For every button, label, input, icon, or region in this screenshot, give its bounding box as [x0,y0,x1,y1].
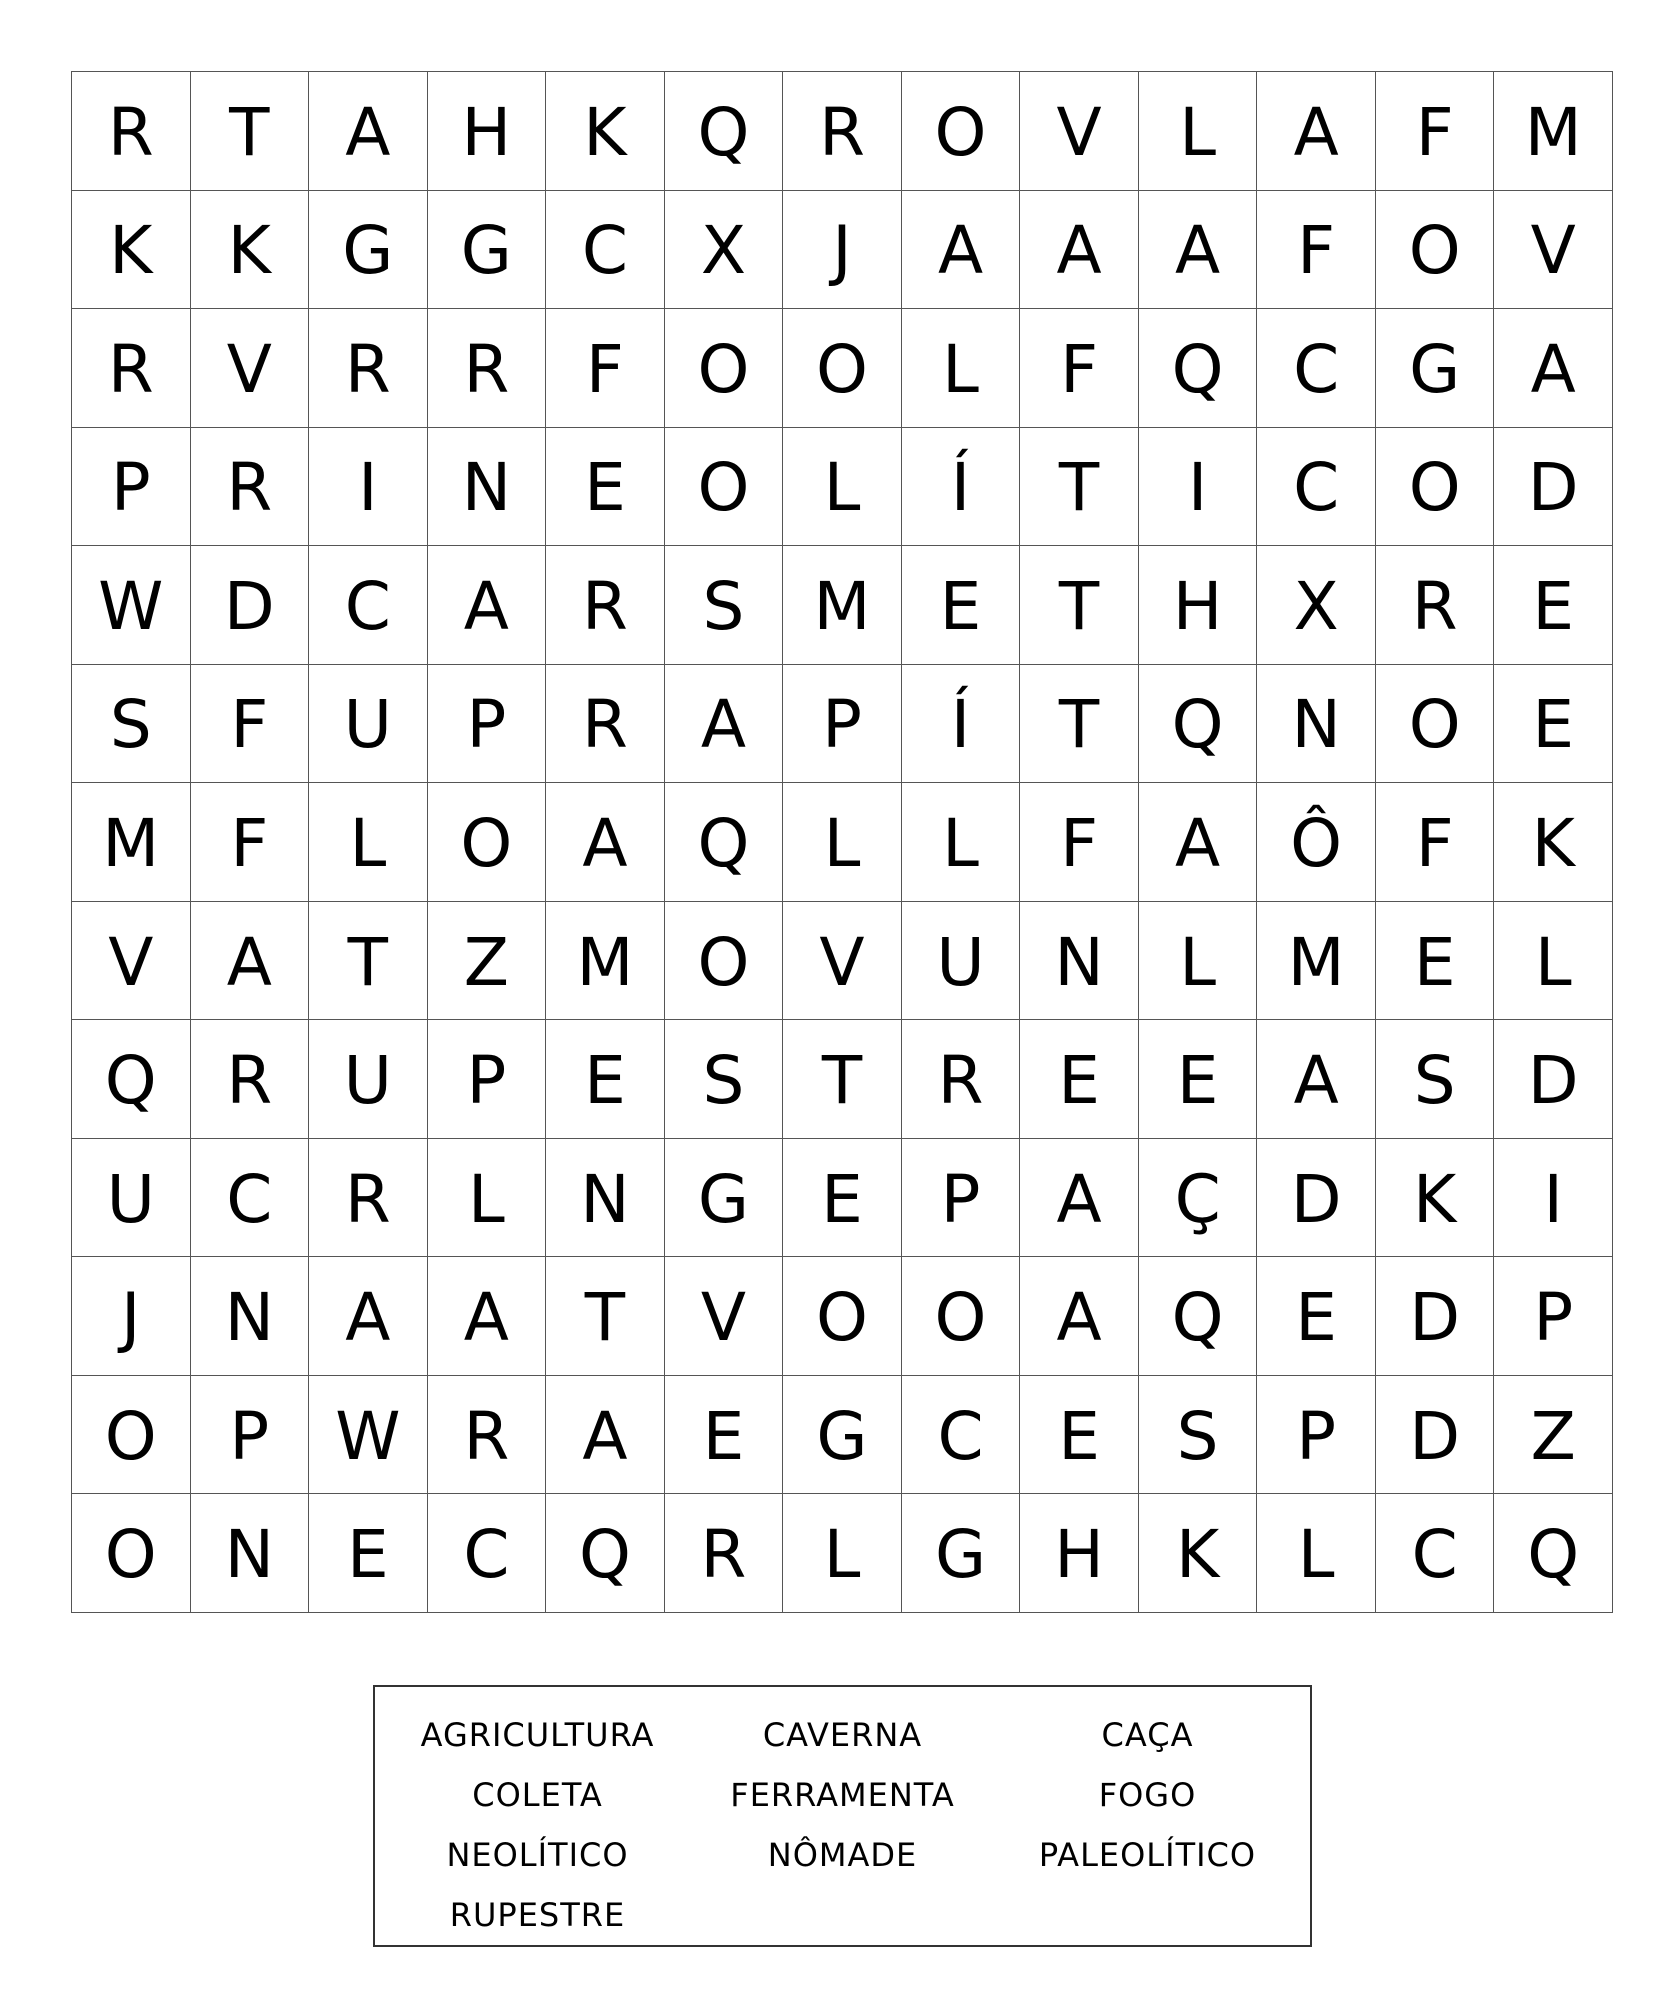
grid-cell[interactable]: E [1020,1020,1139,1139]
grid-cell[interactable]: J [72,1257,191,1376]
grid-cell[interactable]: Q [1139,665,1258,784]
word-bank [373,1685,1312,1947]
grid-cell[interactable]: H [1020,1494,1139,1613]
grid-cell[interactable]: C [191,1139,310,1258]
grid-cell[interactable]: O [902,1257,1021,1376]
letter-grid [71,71,1613,1613]
grid-cell[interactable]: F [1376,72,1495,191]
grid-cell[interactable]: U [72,1139,191,1258]
grid-cell[interactable]: E [783,1139,902,1258]
grid-cell[interactable]: C [1376,1494,1495,1613]
grid-cell[interactable]: O [1376,191,1495,310]
word-bank-item: FOGO [1098,1776,1197,1814]
grid-cell[interactable]: F [191,783,310,902]
grid-cell[interactable]: Q [1139,309,1258,428]
grid-cell[interactable]: A [1257,1020,1376,1139]
grid-cell[interactable]: N [1020,902,1139,1021]
grid-cell[interactable]: N [428,428,547,547]
grid-cell[interactable]: A [902,191,1021,310]
grid-cell[interactable]: X [1257,546,1376,665]
grid-cell[interactable]: T [309,902,428,1021]
grid-cell[interactable]: X [665,191,784,310]
grid-cell[interactable]: J [783,191,902,310]
grid-cell[interactable]: M [783,546,902,665]
grid-cell[interactable]: E [1020,1376,1139,1495]
grid-cell[interactable]: G [309,191,428,310]
grid-cell[interactable]: P [783,665,902,784]
word-bank-item: NÔMADE [767,1836,918,1874]
grid-cell[interactable]: P [72,428,191,547]
grid-cell[interactable]: R [783,72,902,191]
grid-cell[interactable]: V [191,309,310,428]
grid-cell[interactable]: Q [665,783,784,902]
grid-cell[interactable]: R [428,1376,547,1495]
grid-cell[interactable]: P [1257,1376,1376,1495]
grid-cell[interactable]: O [783,1257,902,1376]
grid-cell[interactable]: T [1020,665,1139,784]
grid-cell[interactable]: A [1020,1257,1139,1376]
grid-cell[interactable]: R [309,1139,428,1258]
grid-cell[interactable]: L [309,783,428,902]
grid-cell[interactable]: L [783,783,902,902]
grid-cell[interactable]: Q [546,1494,665,1613]
grid-cell[interactable]: L [902,783,1021,902]
grid-cell[interactable]: K [72,191,191,310]
grid-cell[interactable]: G [783,1376,902,1495]
grid-cell[interactable]: T [546,1257,665,1376]
grid-cell[interactable]: R [902,1020,1021,1139]
grid-cell[interactable]: R [665,1494,784,1613]
grid-cell[interactable]: Q [665,72,784,191]
grid-cell[interactable]: S [1376,1020,1495,1139]
grid-cell[interactable]: W [309,1376,428,1495]
grid-cell[interactable]: S [665,546,784,665]
word-bank-item: COLETA [472,1776,603,1814]
grid-cell[interactable]: E [309,1494,428,1613]
grid-cell[interactable]: O [1376,428,1495,547]
grid-cell[interactable]: F [1376,783,1495,902]
grid-cell[interactable]: R [428,309,547,428]
word-bank-item: RUPESTRE [449,1896,626,1934]
grid-cell[interactable]: M [1494,72,1613,191]
grid-cell[interactable]: Q [72,1020,191,1139]
grid-cell[interactable]: Z [1494,1376,1613,1495]
grid-cell[interactable]: C [428,1494,547,1613]
grid-cell[interactable]: K [1376,1139,1495,1258]
grid-cell[interactable]: Ç [1139,1139,1258,1258]
grid-cell[interactable]: D [1257,1139,1376,1258]
grid-cell[interactable]: L [783,428,902,547]
grid-cell[interactable]: E [546,428,665,547]
grid-cell[interactable]: D [1376,1376,1495,1495]
grid-cell[interactable]: I [1494,1139,1613,1258]
grid-cell[interactable]: L [1257,1494,1376,1613]
grid-cell[interactable]: O [902,72,1021,191]
grid-cell[interactable]: M [1257,902,1376,1021]
grid-cell[interactable]: O [72,1494,191,1613]
grid-cell[interactable]: R [191,428,310,547]
grid-cell[interactable]: D [1376,1257,1495,1376]
grid-cell[interactable]: G [665,1139,784,1258]
grid-cell[interactable]: A [1020,1139,1139,1258]
grid-cell[interactable]: L [1494,902,1613,1021]
grid-cell[interactable]: Ô [1257,783,1376,902]
grid-cell[interactable]: G [902,1494,1021,1613]
grid-cell[interactable]: A [1139,191,1258,310]
grid-cell[interactable]: V [665,1257,784,1376]
grid-cell[interactable]: A [1257,72,1376,191]
grid-cell[interactable]: Q [1139,1257,1258,1376]
grid-cell[interactable]: G [1376,309,1495,428]
word-bank-item: AGRICULTURA [420,1716,655,1754]
grid-cell[interactable]: V [72,902,191,1021]
grid-cell[interactable]: E [1494,546,1613,665]
grid-cell[interactable]: S [665,1020,784,1139]
grid-cell[interactable]: C [902,1376,1021,1495]
grid-cell[interactable]: N [546,1139,665,1258]
grid-cell[interactable]: O [665,309,784,428]
grid-cell[interactable]: F [191,665,310,784]
word-bank-item: NEOLÍTICO [446,1836,629,1874]
grid-cell[interactable]: A [1020,191,1139,310]
grid-cell[interactable]: N [191,1494,310,1613]
grid-cell[interactable]: A [428,546,547,665]
grid-cell[interactable]: C [1257,428,1376,547]
grid-cell[interactable]: R [72,72,191,191]
grid-cell[interactable]: F [546,309,665,428]
grid-cell[interactable]: V [1020,72,1139,191]
grid-cell[interactable]: P [902,1139,1021,1258]
grid-cell[interactable]: F [1020,309,1139,428]
grid-cell[interactable]: O [783,309,902,428]
grid-cell[interactable]: A [428,1257,547,1376]
grid-cell[interactable]: A [1494,309,1613,428]
grid-cell[interactable]: R [1376,546,1495,665]
grid-cell[interactable]: F [1020,783,1139,902]
grid-cell[interactable]: A [665,665,784,784]
word-bank-item: FERRAMENTA [730,1776,955,1814]
grid-cell[interactable]: K [1139,1494,1258,1613]
grid-cell[interactable]: O [665,428,784,547]
grid-cell[interactable]: K [191,191,310,310]
grid-cell[interactable]: E [546,1020,665,1139]
grid-cell[interactable]: H [1139,546,1258,665]
grid-cell[interactable]: H [428,72,547,191]
grid-cell[interactable]: M [72,783,191,902]
grid-cell[interactable]: U [902,902,1021,1021]
grid-cell[interactable]: M [546,902,665,1021]
grid-cell[interactable]: V [1494,191,1613,310]
grid-cell[interactable]: E [1139,1020,1258,1139]
grid-cell[interactable]: O [428,783,547,902]
grid-cell[interactable]: I [1139,428,1258,547]
grid-cell[interactable]: L [1139,72,1258,191]
grid-cell[interactable]: R [191,1020,310,1139]
grid-cell[interactable]: C [1257,309,1376,428]
grid-cell[interactable]: W [72,546,191,665]
grid-cell[interactable]: P [1494,1257,1613,1376]
grid-cell[interactable]: D [1494,428,1613,547]
word-bank-item: PALEOLÍTICO [1038,1836,1257,1874]
grid-cell[interactable]: Í [902,665,1021,784]
grid-cell[interactable]: O [665,902,784,1021]
grid-cell[interactable]: Q [1494,1494,1613,1613]
grid-cell[interactable]: L [1139,902,1258,1021]
grid-cell[interactable]: U [309,1020,428,1139]
grid-cell[interactable]: A [1139,783,1258,902]
word-bank-item: CAÇA [1101,1716,1194,1754]
grid-cell[interactable]: R [546,546,665,665]
grid-cell[interactable]: A [191,902,310,1021]
grid-cell[interactable]: U [309,665,428,784]
grid-cell[interactable]: L [428,1139,547,1258]
grid-cell[interactable]: T [1020,428,1139,547]
grid-cell[interactable]: A [309,72,428,191]
grid-cell[interactable]: K [1494,783,1613,902]
grid-cell[interactable]: K [546,72,665,191]
grid-cell[interactable]: E [902,546,1021,665]
grid-cell[interactable]: E [665,1376,784,1495]
grid-cell[interactable]: N [191,1257,310,1376]
grid-cell[interactable]: T [1020,546,1139,665]
grid-cell[interactable]: L [783,1494,902,1613]
grid-cell[interactable]: E [1494,665,1613,784]
grid-cell[interactable]: F [1257,191,1376,310]
grid-cell[interactable]: N [1257,665,1376,784]
grid-cell[interactable]: Í [902,428,1021,547]
grid-cell[interactable]: C [546,191,665,310]
grid-cell[interactable]: G [428,191,547,310]
grid-cell[interactable]: R [72,309,191,428]
grid-cell[interactable]: A [309,1257,428,1376]
grid-cell[interactable]: C [309,546,428,665]
grid-cell[interactable]: T [783,1020,902,1139]
grid-cell[interactable]: L [902,309,1021,428]
grid-cell[interactable]: O [1376,665,1495,784]
grid-cell[interactable]: R [546,665,665,784]
grid-cell[interactable]: S [72,665,191,784]
grid-cell[interactable]: A [546,1376,665,1495]
grid-cell[interactable]: V [783,902,902,1021]
grid-cell[interactable]: D [191,546,310,665]
grid-cell[interactable]: Z [428,902,547,1021]
grid-cell[interactable]: T [191,72,310,191]
grid-cell[interactable]: E [1376,902,1495,1021]
grid-cell[interactable]: I [309,428,428,547]
grid-cell[interactable]: P [191,1376,310,1495]
word-bank-item: CAVERNA [762,1716,923,1754]
grid-cell[interactable]: E [1257,1257,1376,1376]
grid-cell[interactable]: P [428,665,547,784]
grid-cell[interactable]: P [428,1020,547,1139]
grid-cell[interactable]: A [546,783,665,902]
grid-cell[interactable]: D [1494,1020,1613,1139]
grid-cell[interactable]: R [309,309,428,428]
grid-cell[interactable]: O [72,1376,191,1495]
grid-cell[interactable]: S [1139,1376,1258,1495]
